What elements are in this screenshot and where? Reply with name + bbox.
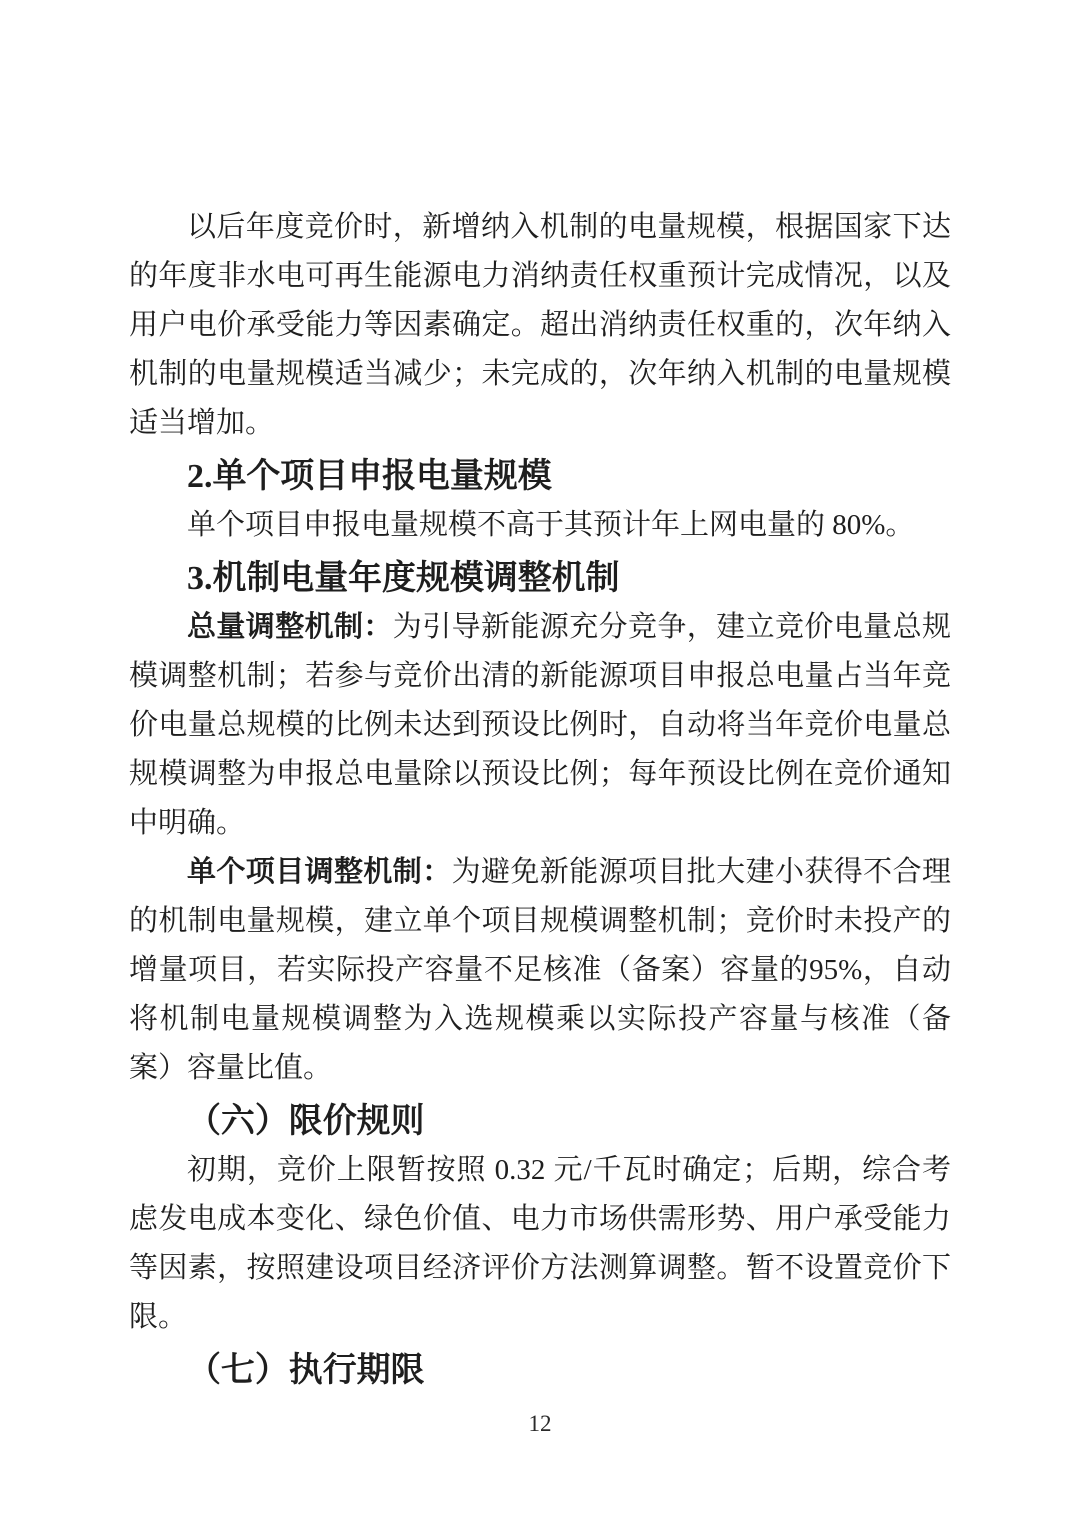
paragraph-single-project-cap: 单个项目申报电量规模不高于其预计年上网电量的 80%。	[187, 509, 915, 541]
heading-6-price-limit-rules: （六）限价规则	[187, 1103, 425, 1140]
paragraph-total-adjustment-mechanism	[129, 603, 951, 848]
heading-7-execution-period: （七）执行期限	[187, 1352, 425, 1389]
paragraph-text-single-project-adjustment: 为避免新能源项目批大建小获得不合理的机制电量规模，建立单个项目规模调整机制；竞价时未投产的增量项目，若实际投产容量不足核准（备案）容量的95%，自动将机制电量规模调整为入选规模乘以实际投产容量与核准（备案）容量比值。	[129, 856, 951, 1084]
paragraph-text-total-adjustment: 为引导新能源充分竞争，建立竞价电量总规模调整机制；若参与竞价出清的新能源项目申报总电量占当年竞价电量总规模的比例未达到预设比例时，自动将当年竞价电量总规模调整为申报总电量除以预设比例；每年预设比例在竞价通知中明确。	[129, 611, 951, 839]
paragraph-annual-bidding-scale: 以后年度竞价时，新增纳入机制的电量规模，根据国家下达的年度非水电可再生能源电力消纳责任权重预计完成情况，以及用户电价承受能力等因素确定。超出消纳责任权重的，次年纳入机制的电量规模适当减少；未完成的，次年纳入机制的电量规模适当增加。	[129, 211, 951, 439]
paragraph-lead-total-adjustment: 总量调整机制：	[187, 611, 393, 643]
paragraph-price-limit-rules: 初期，竞价上限暂按照 0.32 元/千瓦时确定；后期，综合考虑发电成本变化、绿色价值、电力市场供需形势、用户承受能力等因素，按照建设项目经济评价方法测算调整。暂不设置竞价下限。	[129, 1154, 951, 1333]
paragraph-single-project-adjustment-mechanism	[129, 848, 951, 1093]
page-number: 12	[528, 1411, 552, 1436]
paragraph-lead-single-project-adjustment: 单个项目调整机制：	[187, 856, 452, 888]
heading-2-single-project-reported-scale: 2.单个项目申报电量规模	[187, 458, 552, 495]
heading-3-annual-scale-adjustment-mechanism: 3.机制电量年度规模调整机制	[187, 560, 620, 597]
document-body	[129, 203, 951, 1395]
